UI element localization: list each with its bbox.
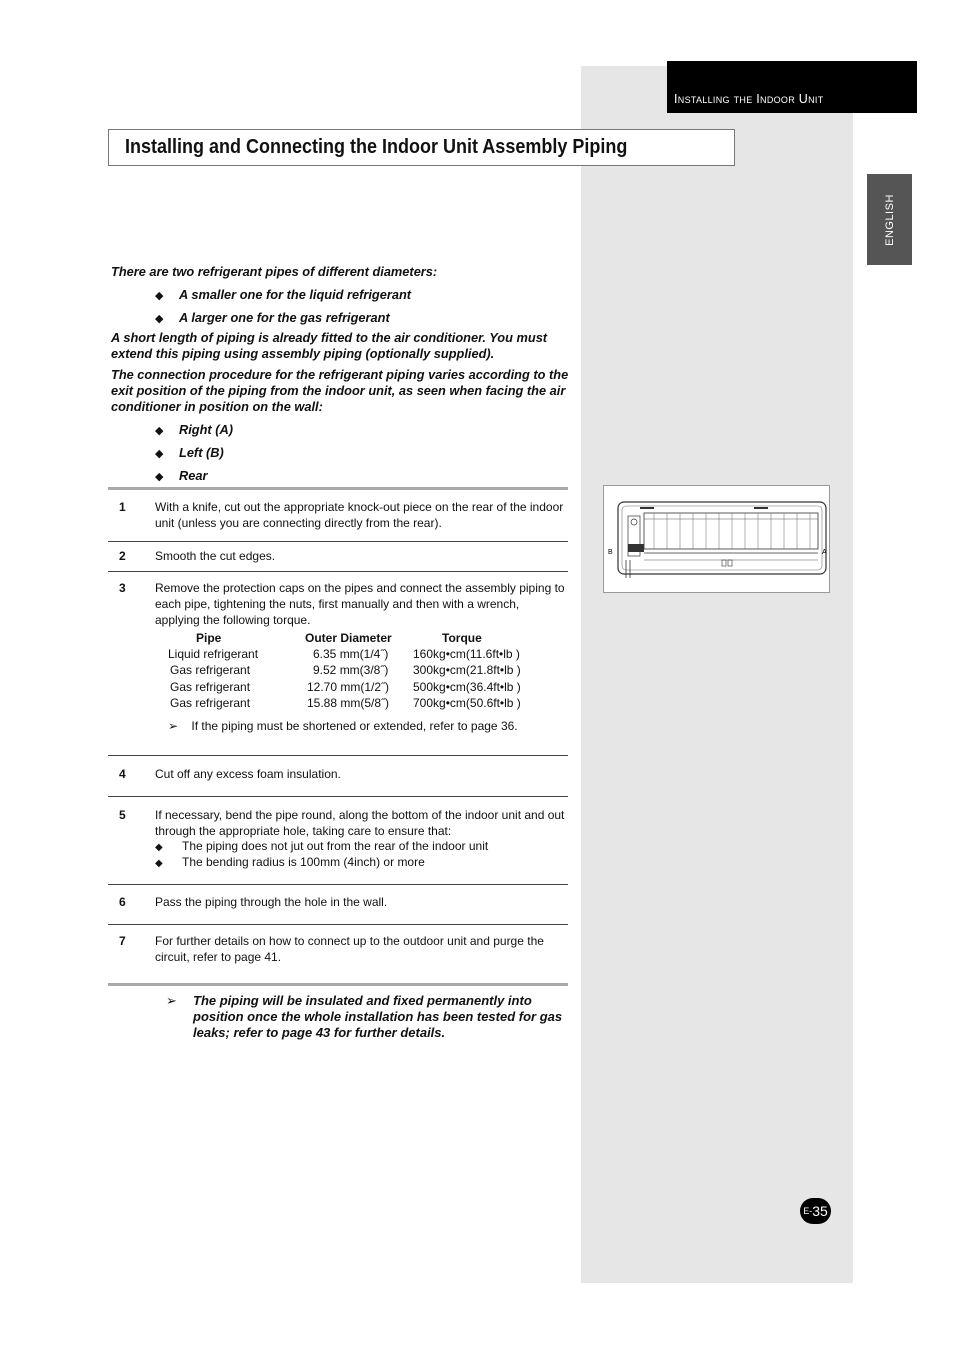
intro-paragraph: A short length of piping is already fitted to the air conditioner. You must extend this piping using assembly piping (optionally supplied). bbox=[111, 330, 548, 361]
divider bbox=[108, 487, 568, 490]
step-number: 5 bbox=[119, 808, 126, 822]
diamond-icon: ◆ bbox=[155, 425, 164, 437]
table-cell: Gas refrigerant bbox=[170, 663, 251, 677]
list-item: ◆ A larger one for the gas refrigerant bbox=[155, 310, 390, 325]
step-number: 6 bbox=[119, 895, 126, 909]
step-text: If necessary, bend the pipe round, along the bottom of the indoor unit and out through the appropriate hole, taking care to ensure that: bbox=[155, 808, 565, 838]
list-item: ◆ Rear bbox=[155, 468, 208, 483]
table-cell: 6.35 mm(1/4˝) bbox=[313, 647, 389, 661]
indoor-unit-figure bbox=[603, 485, 830, 593]
list-item: ◆ The bending radius is 100mm (4inch) or more bbox=[155, 855, 425, 869]
step-number: 4 bbox=[119, 767, 126, 781]
divider bbox=[108, 796, 568, 797]
figure-label-b: B bbox=[608, 549, 613, 556]
language-tab bbox=[867, 174, 912, 265]
page-number: 35 bbox=[812, 1203, 828, 1219]
page-prefix: E- bbox=[803, 1206, 813, 1216]
table-header: Pipe bbox=[196, 631, 222, 645]
diamond-icon: ◆ bbox=[155, 448, 164, 460]
step-text: Cut off any excess foam insulation. bbox=[155, 767, 341, 781]
step-text: Remove the protection caps on the pipes and connect the assembly piping to each pipe, tightening the nuts, first manually and then with a wrench, applying the following torque. bbox=[155, 581, 565, 627]
table-cell: Gas refrigerant bbox=[170, 696, 251, 710]
divider bbox=[108, 571, 568, 572]
table-cell: 160kg•cm(11.6ft•lb ) bbox=[413, 647, 520, 661]
diamond-icon: ◆ bbox=[155, 313, 164, 325]
table-cell: 500kg•cm(36.4ft•lb ) bbox=[413, 680, 521, 694]
list-item: ◆ The piping does not jut out from the rear of the indoor unit bbox=[155, 839, 489, 853]
table-cell: 300kg•cm(21.8ft•lb ) bbox=[413, 663, 521, 677]
step-number: 2 bbox=[119, 549, 126, 563]
figure-label-a: A bbox=[822, 549, 827, 556]
divider bbox=[108, 983, 568, 986]
step-note: ➢ If the piping must be shortened or extended, refer to page 36. bbox=[168, 719, 518, 733]
arrow-icon: ➢ bbox=[168, 719, 179, 733]
indoor-unit-diagram bbox=[604, 486, 829, 592]
divider bbox=[108, 755, 568, 756]
table-header: Torque bbox=[442, 631, 482, 645]
section-header-label: Installing the Indoor Unit bbox=[674, 92, 824, 106]
table-cell: Gas refrigerant bbox=[170, 680, 251, 694]
step-text: For further details on how to connect up to the outdoor unit and purge the circuit, refer to page 41. bbox=[155, 934, 544, 964]
final-note: ➢ The piping will be insulated and fixed permanently into position once the whole installation has been tested for gas leaks; refer to page 43 for further details. bbox=[166, 993, 563, 1040]
sidebar-background bbox=[581, 66, 853, 1283]
diamond-icon: ◆ bbox=[155, 842, 163, 853]
step-text: Smooth the cut edges. bbox=[155, 549, 276, 563]
diamond-icon: ◆ bbox=[155, 290, 164, 302]
intro-line: There are two refrigerant pipes of different diameters: bbox=[111, 264, 438, 279]
table-cell: 9.52 mm(3/8˝) bbox=[313, 663, 389, 677]
list-item: ◆ A smaller one for the liquid refrigerant bbox=[155, 287, 412, 302]
page-title: Installing and Connecting the Indoor Unit Assembly Piping bbox=[125, 136, 628, 158]
step-number: 1 bbox=[119, 500, 126, 514]
list-item: ◆ Right (A) bbox=[155, 422, 234, 437]
page-title-box bbox=[108, 129, 735, 166]
divider bbox=[108, 541, 568, 542]
step-number: 3 bbox=[119, 581, 126, 595]
divider bbox=[108, 884, 568, 885]
page-number-badge bbox=[800, 1198, 831, 1224]
table-cell: 15.88 mm(5/8˝) bbox=[307, 696, 390, 710]
table-cell: 700kg•cm(50.6ft•lb ) bbox=[413, 696, 521, 710]
diamond-icon: ◆ bbox=[155, 858, 163, 869]
intro-paragraph: The connection procedure for the refrigerant piping varies according to the exit position of the piping from the indoor unit, as seen when facing the air conditioner in position on the wall: bbox=[111, 367, 569, 414]
table-header: Outer Diameter bbox=[305, 631, 392, 645]
arrow-icon: ➢ bbox=[166, 993, 177, 1008]
table-cell: Liquid refrigerant bbox=[168, 647, 259, 661]
table-cell: 12.70 mm(1/2˝) bbox=[307, 680, 390, 694]
list-item: ◆ Left (B) bbox=[155, 445, 224, 460]
diamond-icon: ◆ bbox=[155, 471, 164, 483]
step-text: With a knife, cut out the appropriate knock-out piece on the rear of the indoor unit (unless you are connecting directly from the rear). bbox=[155, 500, 564, 530]
step-number: 7 bbox=[119, 934, 126, 948]
language-label: ENGLISH bbox=[883, 193, 896, 246]
divider bbox=[108, 924, 568, 925]
step-text: Pass the piping through the hole in the wall. bbox=[155, 895, 388, 909]
